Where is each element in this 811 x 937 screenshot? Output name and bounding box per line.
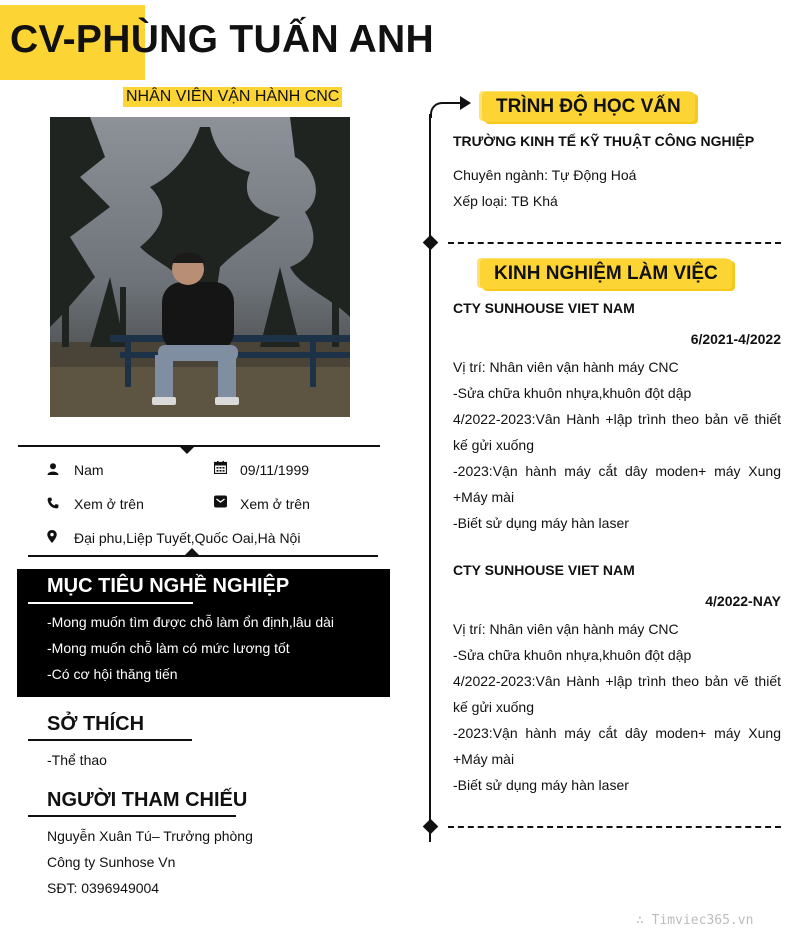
- timeline-arrow-shaft: [443, 102, 461, 104]
- reference-line: SĐT: 0396949004: [47, 880, 160, 896]
- info-top-marker: [179, 446, 195, 454]
- cv-name: CV-PHÙNG TUẤN ANH: [10, 18, 434, 61]
- job-period: 6/2021-4/2022: [690, 331, 781, 347]
- section-divider: [448, 826, 781, 828]
- job-line: +Máy mài: [453, 489, 515, 505]
- watermark-text: Timviec365.vn: [651, 913, 754, 928]
- watermark: ∴ Timviec365.vn: [636, 913, 754, 928]
- job-position: NHÂN VIÊN VẬN HÀNH CNC: [123, 87, 342, 107]
- birthday-value: 09/11/1999: [240, 462, 310, 478]
- hobbies-title: SỞ THÍCH: [47, 713, 145, 735]
- map-pin-icon: [47, 530, 61, 544]
- timeline-arrow-head: [460, 96, 471, 110]
- phone-icon: [47, 496, 61, 510]
- phone-value: Xem ở trên: [74, 496, 144, 512]
- job-line: 4/2022-2023:Vân Hành +lập trình theo bản vẽ thiết: [453, 673, 781, 689]
- objective-title-underline: [28, 602, 193, 604]
- education-school: TRƯỜNG KINH TẾ KỸ THUẬT CÔNG NGHIỆP: [453, 133, 755, 149]
- timeline-diamond: [423, 235, 439, 251]
- profile-photo: [50, 117, 350, 417]
- hobby-line: -Thể thao: [47, 752, 107, 768]
- objective-line: -Mong muốn tìm được chỗ làm ổn định,lâu dài: [47, 614, 335, 630]
- hobbies-title-underline: [28, 739, 192, 741]
- education-grade: Xếp loại: TB Khá: [453, 193, 558, 209]
- education-major: Chuyên ngành: Tự Động Hoá: [453, 167, 637, 183]
- reference-line: Công ty Sunhose Vn: [47, 854, 176, 870]
- job-line: -2023:Vận hành máy cắt dây moden+ máy Xung: [453, 725, 781, 741]
- job-line: kế gửi xuống: [453, 699, 534, 715]
- profile-photo-image: [50, 117, 350, 417]
- education-title: TRÌNH ĐỘ HỌC VẤN: [482, 92, 695, 122]
- gender-value: Nam: [74, 462, 104, 478]
- career-objective-box: [17, 569, 390, 697]
- calendar-icon: [214, 461, 228, 475]
- info-bottom-rule: [28, 555, 378, 557]
- job-line: -Biết sử dụng máy hàn laser: [453, 515, 629, 531]
- user-icon: [47, 462, 61, 476]
- reference-line: Nguyễn Xuân Tú– Trưởng phòng: [47, 828, 253, 844]
- job-line: Vị trí: Nhân viên vận hành máy CNC: [453, 621, 679, 637]
- references-title: NGƯỜI THAM CHIẾU: [47, 789, 248, 811]
- job-line: -Sửa chữa khuôn nhựa,khuôn đột dập: [453, 385, 692, 401]
- objective-line: -Có cơ hội thăng tiến: [47, 666, 178, 682]
- job-line: -2023:Vận hành máy cắt dây moden+ máy Xung: [453, 463, 781, 479]
- job-period: 4/2022-NAY: [705, 593, 781, 609]
- envelope-icon: [214, 495, 228, 509]
- job-line: 4/2022-2023:Vân Hành +lập trình theo bản vẽ thiết: [453, 411, 781, 427]
- objective-line: -Mong muốn chỗ làm có mức lương tốt: [47, 640, 290, 656]
- job-line: -Biết sử dụng máy hàn laser: [453, 777, 629, 793]
- job-line: kế gửi xuống: [453, 437, 534, 453]
- experience-title: KINH NGHIỆM LÀM VIỆC: [480, 259, 732, 289]
- objective-title: MỤC TIÊU NGHỀ NGHIỆP: [47, 575, 290, 597]
- references-title-underline: [28, 815, 236, 817]
- section-divider: [448, 242, 781, 244]
- info-top-rule: [18, 445, 380, 447]
- timeline-diamond: [423, 819, 439, 835]
- timeline-line: [429, 114, 431, 842]
- job-line: +Máy mài: [453, 751, 515, 767]
- job-line: -Sửa chữa khuôn nhựa,khuôn đột dập: [453, 647, 692, 663]
- job-company: CTY SUNHOUSE VIET NAM: [453, 300, 635, 316]
- email-value: Xem ở trên: [240, 496, 310, 512]
- address-value: Đại phu,Liệp Tuyết,Quốc Oai,Hà Nội: [74, 530, 301, 546]
- timeline-curve: [430, 102, 446, 118]
- job-line: Vị trí: Nhân viên vận hành máy CNC: [453, 359, 679, 375]
- job-company: CTY SUNHOUSE VIET NAM: [453, 562, 635, 578]
